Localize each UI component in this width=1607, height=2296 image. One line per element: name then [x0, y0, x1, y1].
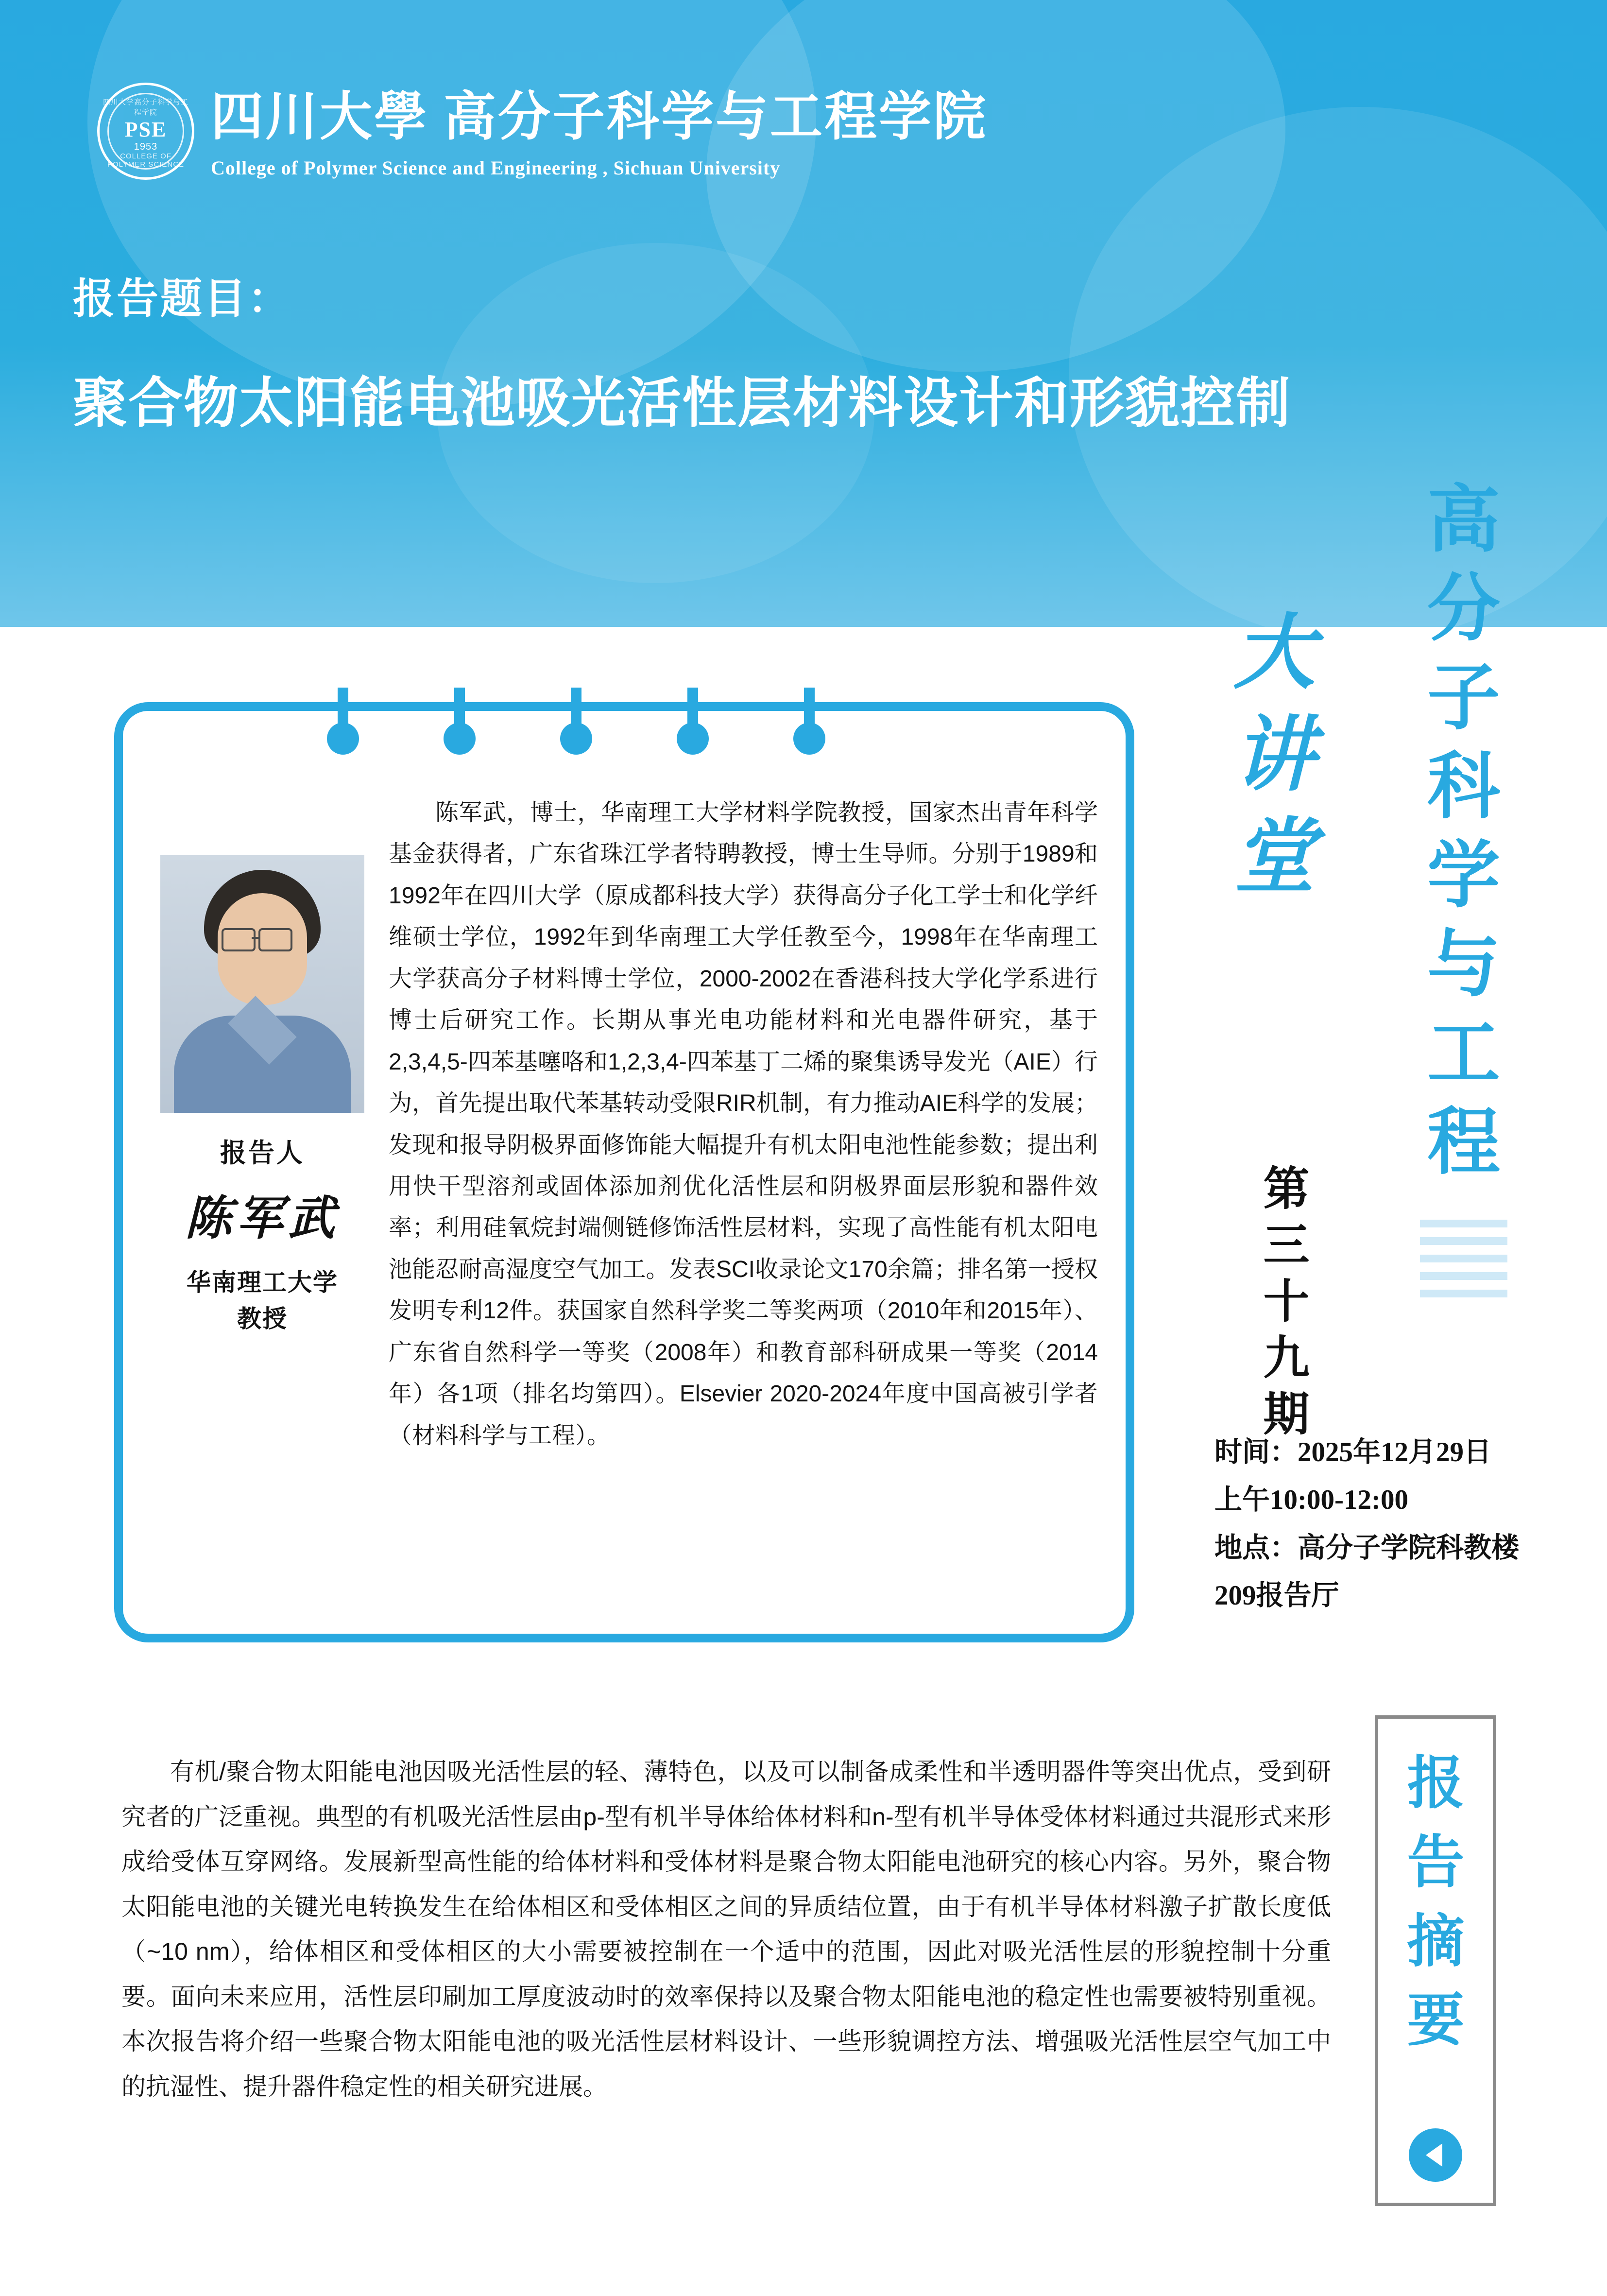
abstract-side-label — [1384, 1744, 1488, 2061]
portrait-glasses-right — [258, 928, 292, 951]
event-place-value: 高分子学院科教楼 — [1298, 1532, 1519, 1563]
event-place-row — [1214, 1527, 1584, 1570]
portrait-glasses-left — [222, 928, 256, 951]
issue-char: 三 — [1263, 1219, 1310, 1271]
abstract-label-char: 报 — [1407, 1752, 1465, 1815]
lecture-title-vertical — [1218, 603, 1330, 909]
event-time-value-2: 上午10:00-12:00 — [1214, 1485, 1408, 1516]
logo-text-block — [211, 83, 988, 179]
portrait-glasses-bridge — [252, 937, 258, 939]
event-place-row-2 — [1214, 1574, 1584, 1617]
seal-ring-top-text: 四川大学高分子科学与工程学院 — [103, 98, 188, 117]
abstract-label-char: 告 — [1407, 1830, 1465, 1895]
series-title-char: 科 — [1427, 747, 1500, 828]
event-place-label: 地点： — [1214, 1532, 1298, 1563]
report-label: 报告题目： — [73, 276, 291, 322]
abstract-label-char: 要 — [1407, 1989, 1465, 2053]
series-title-char: 分 — [1427, 569, 1500, 650]
stripe-decoration — [1420, 1220, 1507, 1307]
speaker-affiliation-line2: 教授 — [237, 1305, 288, 1332]
seal-ring-bottom-text: COLLEGE OF POLYMER SCIENCE — [107, 152, 185, 169]
speaker-portrait — [160, 855, 364, 1113]
lecture-title-char: 大 — [1233, 608, 1315, 699]
issue-char: 九 — [1263, 1332, 1310, 1384]
card-pins — [114, 688, 1134, 746]
issue-number-vertical — [1238, 1161, 1335, 1443]
page-title: 聚合物太阳能电池吸光活性层材料设计和形貌控制 — [73, 374, 1291, 434]
issue-char: 期 — [1263, 1388, 1310, 1440]
lecture-title-char: 堂 — [1233, 812, 1315, 903]
lecture-title-char: 讲 — [1233, 710, 1315, 801]
event-time-label: 时间： — [1214, 1437, 1298, 1467]
series-title-char: 子 — [1427, 658, 1500, 739]
speaker-name: 陈军武 — [185, 1192, 340, 1244]
abstract-text: 有机/聚合物太阳能电池因吸光活性层的轻、薄特色，以及可以制备成柔性和半透明器件等突出优点，受到研究者的广泛重视。典型的有机吸光活性层由p-型有机半导体给体材料和n-型有机半导体受体材料通过共混形式来形成给受体互穿网络。发展新型高性能的给体材料和受体材料是聚合物太阳能电池研究的核心内容。另外，聚合物太阳能电池的关键光电转换发生在给体相区和受体相区之间的异质结位置，由于有机半导体材料激子扩散长度低（~10 nm），给体相区和受体相区的大小需要被控制在一个适中的范围，因此对吸光活性层的形貌控制十分重要。面向未来应用，活性层印刷加工厚度波动时的效率保持以及聚合物太阳能电池的稳定性也需要被特别重视。本次报告将介绍一些聚合物太阳能电池的吸光活性层材料设计、一些形貌调控方法、增强吸光活性层空气加工中的抗湿性、提升器件稳定性的相关研究进展。 — [121, 1758, 1331, 2100]
university-seal-icon — [97, 83, 194, 180]
series-title-char: 与 — [1427, 925, 1500, 1005]
abstract-label-char: 摘 — [1407, 1910, 1465, 1974]
speaker-meta — [146, 1132, 379, 1337]
pin-icon — [804, 688, 815, 736]
issue-char: 十 — [1263, 1276, 1310, 1328]
seal-year-text: 1953 — [134, 141, 158, 152]
pin-icon — [687, 688, 698, 736]
series-title-char: 程 — [1427, 1103, 1500, 1183]
series-title-vertical — [1408, 476, 1520, 1188]
event-time-value: 2025年12月29日 — [1298, 1437, 1491, 1467]
series-title-char: 学 — [1427, 836, 1500, 916]
institution-name-en: College of Polymer Science and Engineering , Sichuan University — [211, 157, 781, 179]
event-info — [1214, 1431, 1584, 1622]
seal-pse-text: PSE — [124, 118, 167, 141]
pin-icon — [571, 688, 581, 736]
play-icon[interactable] — [1409, 2128, 1462, 2182]
series-title-char: 高 — [1427, 480, 1500, 561]
issue-char: 第 — [1263, 1163, 1310, 1215]
pin-icon — [338, 688, 348, 736]
speaker-biography: 陈军武，博士，华南理工大学材料学院教授，国家杰出青年科学基金获得者，广东省珠江学者特聘教授，博士生导师。分别于1989和1992年在四川大学（原成都科技大学）获得高分子化工学士和化学纤维硕士学位，1992年到华南理工大学任教至今，1998年在华南理工大学获高分子材料博士学位，2000-2002在香港科技大学化学系进行博士后研究工作。长期从事光电功能材料和光电器件研究，基于2,3,4,5-四苯基噻咯和1,2,3,4-四苯基丁二烯的聚集诱导发光（AIE）行为，首先提出取代苯基转动受限RIR机制，有力推动AIE科学的发展；发现和报导阴极界面修饰能大幅提升有机太阳电池性能参数；提出利用快干型溶剂或固体添加剂优化活性层和阴极界面层形貌和器件效率；利用硅氧烷封端侧链修饰活性层材料，实现了高性能有机太阳电池能忍耐高湿度空气加工。发表SCI收录论文170余篇；排名第一授权发明专利12件。获国家自然科学奖二等奖两项（2010年和2015年）、广东省自然科学一等奖（2008年）和教育部科研成果一等奖（2014年）各1项（排名均第四）。Elsevier 2020-2024年度中国高被引学者（材料科学与工程）。 — [389, 800, 1098, 1449]
event-time-row — [1214, 1431, 1584, 1474]
event-time-row-2 — [1214, 1479, 1584, 1521]
series-title-char: 工 — [1427, 1014, 1500, 1094]
institution-logo — [97, 83, 988, 180]
institution-name-cn: 四川大學 高分子科学与工程学院 — [211, 88, 988, 146]
speaker-role-label: 报告人 — [220, 1139, 305, 1168]
speaker-affiliation-line1: 华南理工大学 — [187, 1269, 338, 1296]
pin-icon — [454, 688, 465, 736]
event-place-value-2: 209报告厅 — [1214, 1580, 1339, 1611]
